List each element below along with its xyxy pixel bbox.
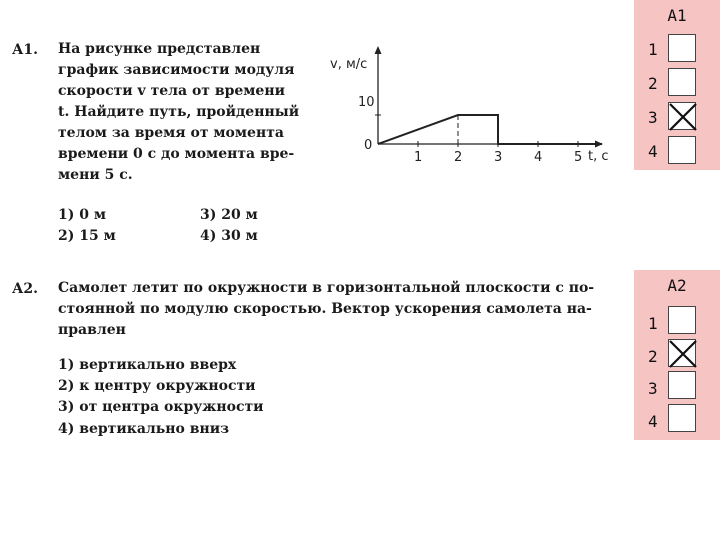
choice-label-3: 3 <box>648 108 658 127</box>
question-line: правлен <box>58 322 126 338</box>
question-number: А1. <box>12 42 39 58</box>
x-tick-label: 2 <box>454 150 463 165</box>
origin-label: 0 <box>364 138 373 153</box>
question-line: телом за время от момента <box>58 125 284 141</box>
option-3: 3) от центра окружности <box>58 399 264 415</box>
choice-label-1: 1 <box>648 40 658 59</box>
x-axis-label: t, с <box>588 149 609 164</box>
choice-label-1: 1 <box>648 314 658 333</box>
x-tick-label: 3 <box>494 150 503 165</box>
question-line: Самолет летит по окружности в горизонтальной плоскости с по- <box>58 280 595 296</box>
question-line: график зависимости модуля <box>58 62 295 78</box>
choice-checkbox-4[interactable] <box>668 136 696 164</box>
question-number: А2. <box>12 281 39 297</box>
answer-panel-a2 <box>634 270 720 440</box>
answer-panel-title: А1 <box>667 6 687 25</box>
choice-checkbox-2[interactable] <box>668 339 696 367</box>
x-tick-label: 5 <box>574 150 583 165</box>
option-2: 2) 15 м <box>58 228 116 244</box>
choice-label-2: 2 <box>648 74 658 93</box>
answer-panel-title: А2 <box>667 276 687 295</box>
x-tick-label: 4 <box>534 150 543 165</box>
velocity-series-line <box>378 115 602 144</box>
question-text <box>58 39 302 186</box>
option-2: 2) к центру окружности <box>58 378 256 394</box>
choice-checkbox-2[interactable] <box>668 68 696 96</box>
y-axis-label: v, м/с <box>330 57 368 72</box>
cross-mark-icon <box>669 340 697 368</box>
question-line: времени 0 с до момента вре- <box>58 146 295 162</box>
question-line: скорости v тела от времени <box>58 83 285 99</box>
y-tick-label: 10 <box>358 95 375 110</box>
question-line: t. Найдите путь, пройденный <box>58 104 300 120</box>
y-axis-arrow <box>375 46 382 54</box>
choice-label-4: 4 <box>648 412 658 431</box>
question-line: стоянной по модулю скоростью. Вектор ускорения самолета на- <box>58 301 592 317</box>
x-tick-label: 1 <box>414 150 423 165</box>
choice-checkbox-3[interactable] <box>668 371 696 399</box>
choice-label-4: 4 <box>648 142 658 161</box>
answer-panel-a1 <box>634 0 720 170</box>
question-line: На рисунке представлен <box>58 41 261 57</box>
option-3: 3) 20 м <box>200 207 258 223</box>
question-line: мени 5 с. <box>58 167 133 183</box>
cross-mark-icon <box>669 103 697 131</box>
choice-checkbox-3[interactable] <box>668 102 696 130</box>
question-text <box>58 278 606 341</box>
choice-checkbox-4[interactable] <box>668 404 696 432</box>
option-1: 1) вертикально вверх <box>58 357 237 373</box>
choice-label-2: 2 <box>648 347 658 366</box>
velocity-time-chart <box>318 38 618 178</box>
option-4: 4) вертикально вниз <box>58 421 230 437</box>
option-1: 1) 0 м <box>58 207 107 223</box>
choice-checkbox-1[interactable] <box>668 306 696 334</box>
option-4: 4) 30 м <box>200 228 258 244</box>
choice-label-3: 3 <box>648 379 658 398</box>
choice-checkbox-1[interactable] <box>668 34 696 62</box>
